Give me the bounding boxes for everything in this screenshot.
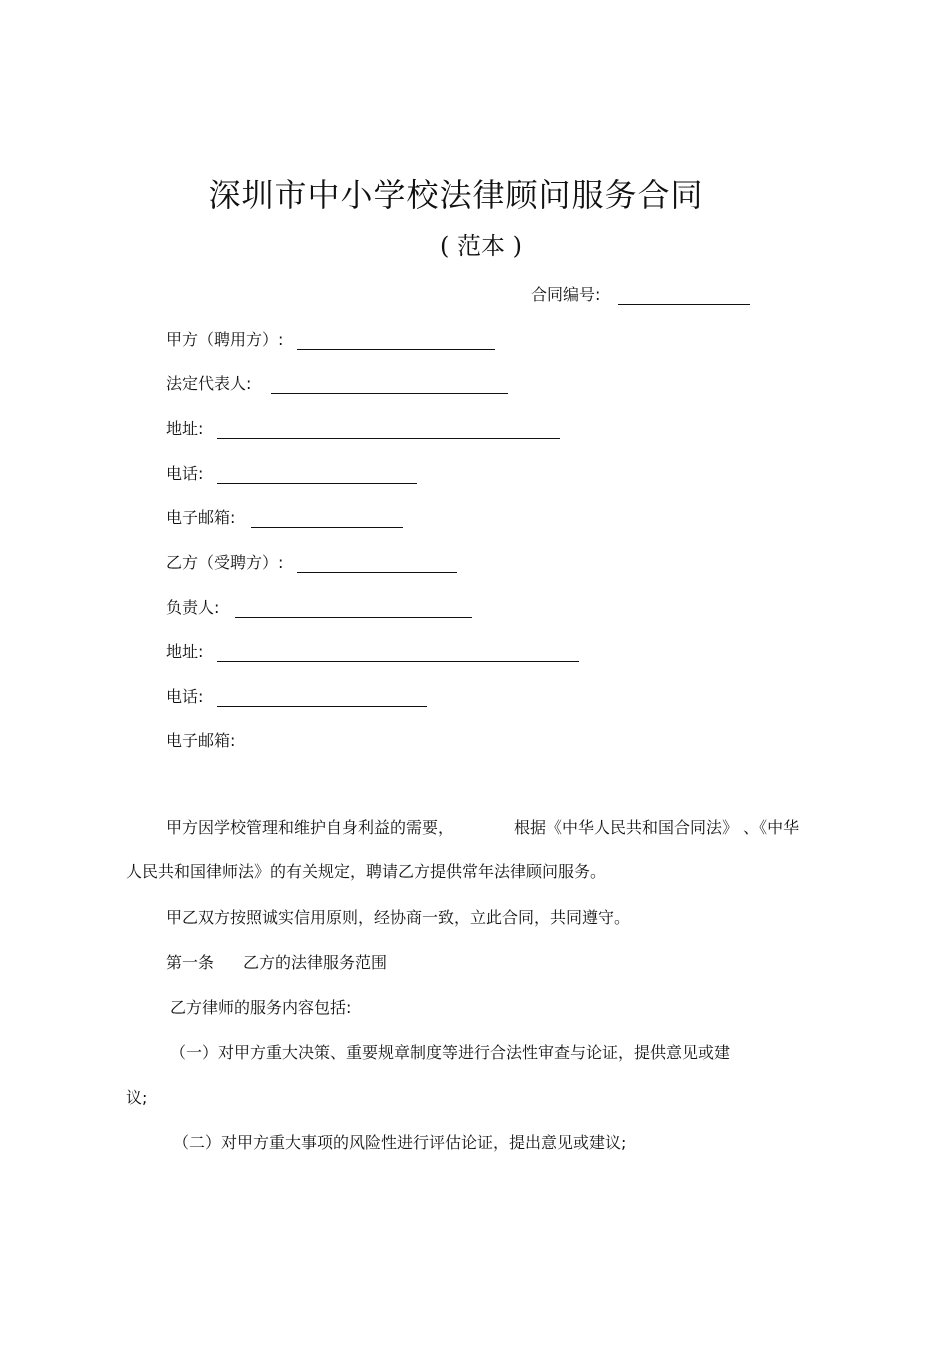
party-b-address-label: 地址: bbox=[166, 642, 204, 661]
party-a-address-label: 地址: bbox=[166, 419, 204, 438]
legal-rep-blank[interactable] bbox=[271, 373, 508, 394]
paragraph-2: 甲乙双方按照诚实信用原则，经协商一致，立此合同，共同遵守。 bbox=[166, 908, 631, 927]
party-b-blank[interactable] bbox=[297, 552, 457, 573]
paragraph-1-line-1b: 根据《中华人民共和国合同法》 、《中华 bbox=[514, 818, 800, 837]
contract-number-label: 合同编号: bbox=[531, 285, 601, 304]
party-b-address-blank[interactable] bbox=[217, 641, 579, 662]
party-a-blank[interactable] bbox=[297, 329, 495, 350]
document-subtitle: ( 范本 ) bbox=[440, 232, 522, 260]
party-b-label: 乙方（受聘方）: bbox=[166, 553, 284, 572]
party-a-phone-field bbox=[166, 460, 417, 484]
contract-number-blank[interactable] bbox=[618, 284, 750, 305]
party-a-email-blank[interactable] bbox=[251, 507, 403, 528]
paragraph-1-line-2: 人民共和国律师法》的有关规定，聘请乙方提供常年法律顾问服务。 bbox=[126, 862, 607, 881]
services-intro: 乙方律师的服务内容包括: bbox=[170, 998, 352, 1017]
party-b-phone-field bbox=[166, 683, 427, 707]
party-b-phone-blank[interactable] bbox=[217, 686, 427, 707]
legal-rep-field bbox=[166, 370, 508, 394]
service-item-1-line-2: 议; bbox=[126, 1088, 148, 1107]
contract-number-field bbox=[531, 281, 750, 305]
service-item-1-line-1: （一）对甲方重大决策、重要规章制度等进行合法性审查与论证，提供意见或建 bbox=[170, 1043, 731, 1062]
article-1-title: 乙方的法律服务范围 bbox=[243, 953, 388, 972]
party-b-email-label: 电子邮箱: bbox=[166, 731, 236, 750]
legal-rep-label: 法定代表人: bbox=[166, 374, 252, 393]
article-1-number: 第一条 bbox=[166, 953, 215, 972]
principal-field bbox=[166, 594, 472, 618]
party-a-address-blank[interactable] bbox=[217, 418, 560, 439]
principal-label: 负责人: bbox=[166, 598, 220, 617]
paragraph-1-line-1a: 甲方因学校管理和维护自身利益的需要， bbox=[166, 818, 455, 837]
party-a-email-label: 电子邮箱: bbox=[166, 508, 236, 527]
party-a-phone-label: 电话: bbox=[166, 464, 204, 483]
party-a-field bbox=[166, 326, 495, 350]
party-a-email-field bbox=[166, 504, 403, 528]
party-a-label: 甲方（聘用方）: bbox=[166, 330, 284, 349]
party-a-address-field bbox=[166, 415, 560, 439]
principal-blank[interactable] bbox=[235, 597, 472, 618]
party-b-phone-label: 电话: bbox=[166, 687, 204, 706]
party-a-phone-blank[interactable] bbox=[217, 463, 417, 484]
party-b-email-field bbox=[166, 727, 235, 751]
party-b-address-field bbox=[166, 638, 579, 662]
document-title: 深圳市中小学校法律顾问服务合同 bbox=[208, 176, 704, 214]
party-b-field bbox=[166, 549, 457, 573]
service-item-2: （二）对甲方重大事项的风险性进行评估论证，提出意见或建议; bbox=[173, 1133, 627, 1152]
